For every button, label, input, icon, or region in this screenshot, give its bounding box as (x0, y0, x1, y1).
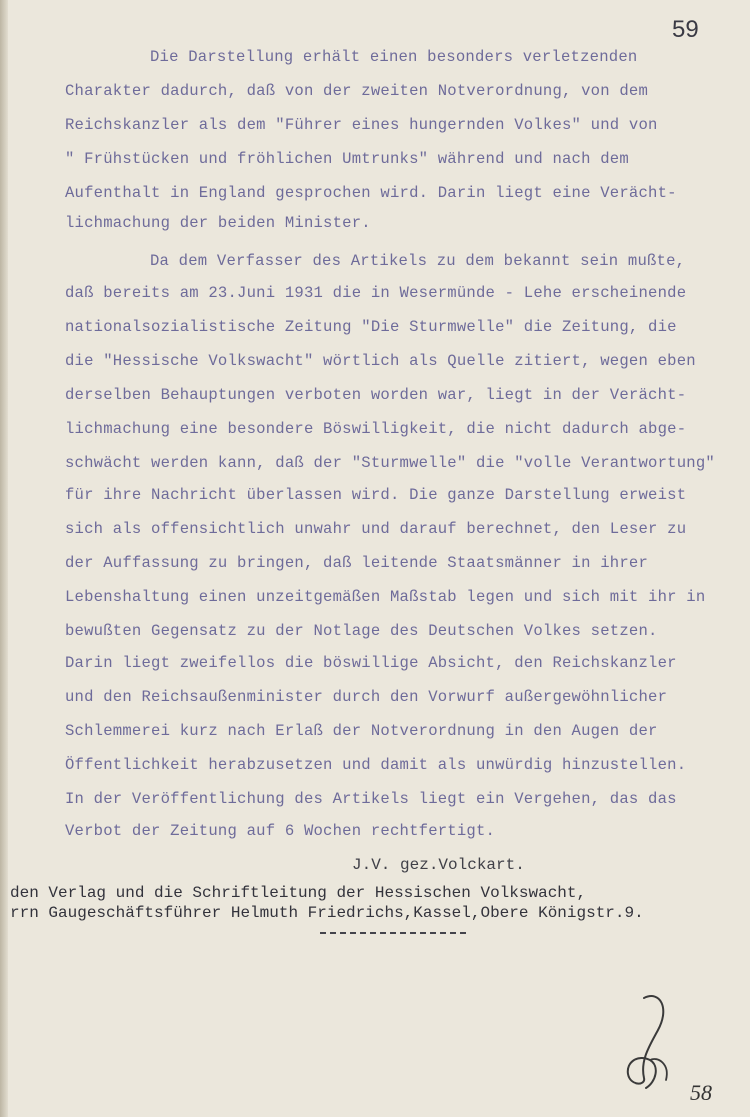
body-line: schwächt werden kann, daß der "Sturmwelle" die "volle Verantwortung" (65, 454, 715, 472)
dashed-separator (320, 932, 466, 934)
body-line: In der Veröffentlichung des Artikels liegt ein Vergehen, das das (65, 790, 677, 808)
body-line: " Frühstücken und fröhlichen Umtrunks" während und nach dem (65, 150, 629, 168)
page-binding-edge (0, 0, 8, 1117)
body-line: Darin liegt zweifellos die böswillige Absicht, den Reichskanzler (65, 654, 677, 672)
signature-line: J.V. gez.Volckart. (352, 856, 525, 874)
body-line: Aufenthalt in England gesprochen wird. Darin liegt eine Verächt- (65, 184, 677, 202)
page-number: 59 (672, 16, 699, 43)
body-line: nationalsozialistische Zeitung "Die Sturmwelle" die Zeitung, die (65, 318, 677, 336)
body-line: und den Reichsaußenminister durch den Vorwurf außergewöhnlicher (65, 688, 668, 706)
body-line: lichmachung eine besondere Böswilligkeit, die nicht dadurch abge- (65, 420, 687, 438)
body-line: Charakter dadurch, daß von der zweiten Notverordnung, von dem (65, 82, 649, 100)
body-line: sich als offensichtlich unwahr und darauf berechnet, den Leser zu (65, 520, 687, 538)
body-line: daß bereits am 23.Juni 1931 die in Wesermünde - Lehe erscheinende (65, 284, 687, 302)
body-line: Schlemmerei kurz nach Erlaß der Notverordnung in den Augen der (65, 722, 658, 740)
body-line: für ihre Nachricht überlassen wird. Die ganze Darstellung erweist (65, 486, 687, 504)
body-line: lichmachung der beiden Minister. (65, 214, 371, 232)
address-line: den Verlag und die Schriftleitung der Hessischen Volkswacht, (10, 884, 587, 902)
handwritten-page-number: 58 (690, 1080, 712, 1105)
address-line: rrn Gaugeschäftsführer Helmuth Friedrichs,Kassel,Obere Königstr.9. (10, 904, 644, 922)
body-line: Reichskanzler als dem "Führer eines hungernden Volkes" und von (65, 116, 658, 134)
body-line: Da dem Verfasser des Artikels zu dem bekannt sein mußte, (150, 252, 686, 270)
handwritten-initial-mark (600, 990, 690, 1100)
body-line: derselben Behauptungen verboten worden war, liegt in der Verächt- (65, 386, 687, 404)
body-line: die "Hessische Volkswacht" wörtlich als Quelle zitiert, wegen eben (65, 352, 696, 370)
body-line: Verbot der Zeitung auf 6 Wochen rechtfertigt. (65, 822, 496, 840)
body-line: Öffentlichkeit herabzusetzen und damit als unwürdig hinzustellen. (65, 756, 687, 774)
body-line: Die Darstellung erhält einen besonders verletzenden (150, 48, 638, 66)
body-line: bewußten Gegensatz zu der Notlage des Deutschen Volkes setzen. (65, 622, 658, 640)
body-line: Lebenshaltung einen unzeitgemäßen Maßstab legen und sich mit ihr in (65, 588, 706, 606)
body-line: der Auffassung zu bringen, daß leitende Staatsmänner in ihrer (65, 554, 649, 572)
